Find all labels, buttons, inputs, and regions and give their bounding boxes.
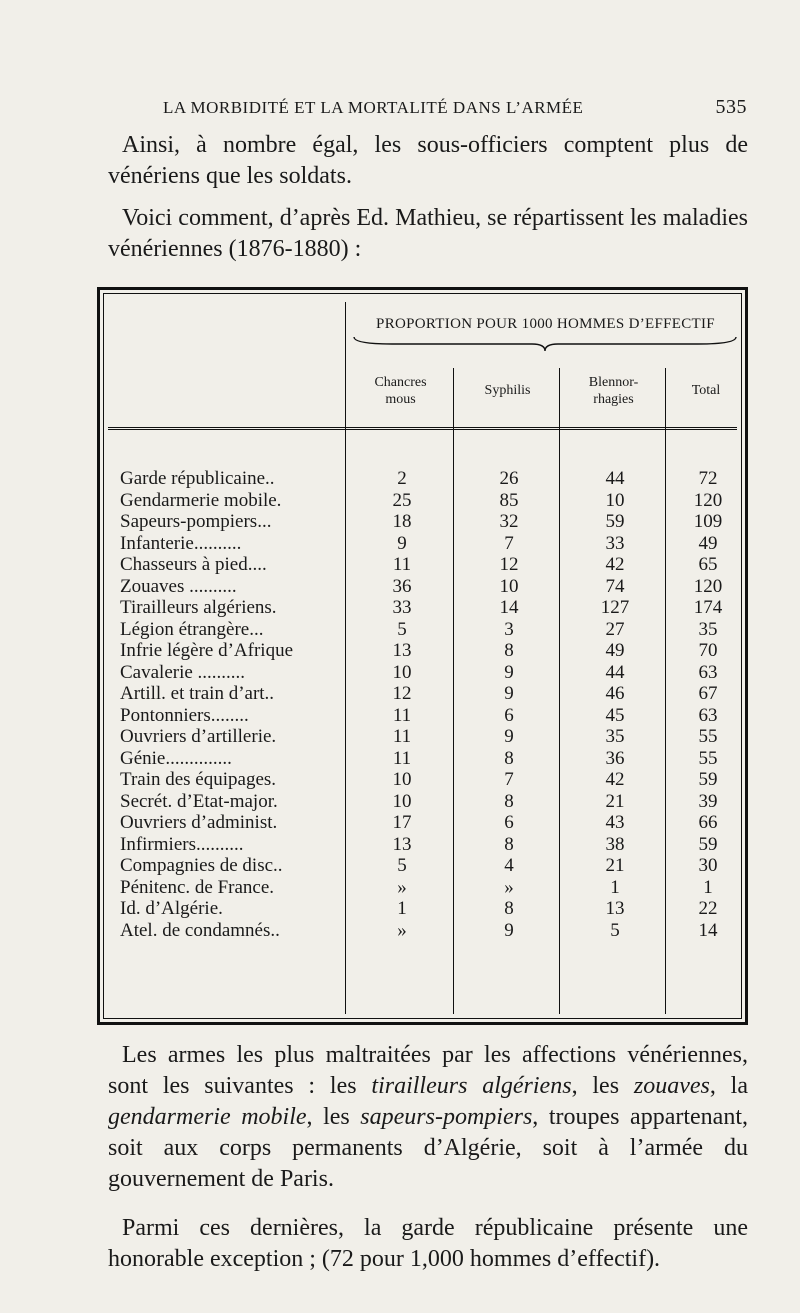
cell-total: 55 xyxy=(698,747,718,769)
cell-syphilis: 12 xyxy=(499,554,519,575)
paragraph-4: Parmi ces dernières, la garde républicaine présente une honorable exception ; (72 pour 1,000 hommes d’effectif). xyxy=(108,1215,748,1272)
row-label: Infirmiers.......... xyxy=(120,833,244,855)
cell-total: 59 xyxy=(698,833,718,855)
cell-total: 49 xyxy=(698,532,718,554)
table-row xyxy=(100,490,751,512)
running-header xyxy=(163,96,747,119)
cell-syphilis: 8 xyxy=(504,790,514,812)
paragraph-3-text: , la xyxy=(709,1073,748,1099)
cell-chancres: 36 xyxy=(392,575,412,597)
row-label: Gendarmerie mobile. xyxy=(120,489,282,511)
cell-total: 109 xyxy=(693,511,723,532)
cell-chancres: 33 xyxy=(392,597,412,618)
cell-syphilis: 9 xyxy=(504,726,514,747)
table-row xyxy=(100,855,751,877)
table-row xyxy=(100,877,751,899)
cell-blennorrhagies: 127 xyxy=(600,597,630,618)
cell-syphilis: 8 xyxy=(504,747,514,769)
table-row xyxy=(100,683,751,705)
cell-blennorrhagies: 21 xyxy=(605,855,625,876)
cell-blennorrhagies: 44 xyxy=(605,468,625,489)
paragraph-3-text: , les xyxy=(306,1104,361,1130)
cell-chancres: 25 xyxy=(392,489,412,511)
cell-blennorrhagies: 42 xyxy=(605,769,625,790)
column-header-blennorrhagies xyxy=(562,374,665,408)
row-label: Légion étrangère... xyxy=(120,618,264,640)
table-row xyxy=(100,576,751,598)
row-label: Id. d’Algérie. xyxy=(120,898,223,919)
cell-blennorrhagies: 74 xyxy=(605,575,625,597)
cell-total: 72 xyxy=(698,468,718,489)
cell-syphilis: 26 xyxy=(499,468,519,489)
emphasis-zouaves: zouaves xyxy=(633,1073,710,1099)
row-label: Tirailleurs algériens. xyxy=(120,597,277,618)
column-header-text: rhagies xyxy=(593,392,634,407)
cell-chancres: 9 xyxy=(397,532,407,554)
cell-syphilis: 14 xyxy=(499,597,519,618)
cell-blennorrhagies: 27 xyxy=(605,618,625,640)
table-row xyxy=(100,791,751,813)
cell-chancres: 10 xyxy=(392,661,412,683)
cell-total: 70 xyxy=(698,640,718,661)
cell-syphilis: 9 xyxy=(504,919,514,941)
paragraph-3-text: , troupes appartenant, soit aux corps permanents d’Algérie, soit à l’armée du gouvernement de Paris. xyxy=(108,1104,748,1192)
column-header-chancres xyxy=(348,374,453,408)
cell-syphilis: 9 xyxy=(504,661,514,683)
cell-chancres: 1 xyxy=(397,898,407,919)
cell-chancres: 18 xyxy=(392,511,412,532)
paragraph-1: Ainsi, à nombre égal, les sous-officiers comptent plus de vénériens que les soldats. xyxy=(108,132,748,189)
table-row xyxy=(100,533,751,555)
table-group-title: PROPORTION POUR 1000 HOMMES D’EFFECTIF xyxy=(376,316,715,332)
cell-syphilis: 7 xyxy=(504,532,514,554)
cell-syphilis: 9 xyxy=(504,683,514,704)
cell-total: 30 xyxy=(698,855,718,876)
table-row xyxy=(100,769,751,791)
row-label: Zouaves .......... xyxy=(120,575,237,597)
header-rule xyxy=(108,427,737,430)
cell-syphilis: 3 xyxy=(504,618,514,640)
cell-blennorrhagies: 36 xyxy=(605,747,625,769)
table-row xyxy=(100,705,751,727)
cell-total: 59 xyxy=(698,769,718,790)
cell-total: 120 xyxy=(693,575,723,597)
cell-chancres: 12 xyxy=(392,683,412,704)
cell-total: 66 xyxy=(698,812,718,833)
row-label: Artill. et train d’art.. xyxy=(120,683,275,704)
row-label: Chasseurs à pied.... xyxy=(120,554,267,575)
cell-blennorrhagies: 13 xyxy=(605,898,625,919)
table-row xyxy=(100,468,751,490)
cell-syphilis: 10 xyxy=(499,575,519,597)
table-row xyxy=(100,812,751,834)
table-row xyxy=(100,898,751,920)
table-row xyxy=(100,554,751,576)
cell-chancres: 11 xyxy=(392,726,412,747)
cell-blennorrhagies: 59 xyxy=(605,511,625,532)
table-row xyxy=(100,920,751,942)
cell-blennorrhagies: 43 xyxy=(605,812,625,833)
cell-chancres: » xyxy=(397,919,407,941)
cell-blennorrhagies: 5 xyxy=(610,919,620,941)
paragraph-3 xyxy=(108,1040,748,1195)
paragraph-3-text: Les armes les plus maltraitées par les affections vénériennes, sont les suivantes : les xyxy=(108,1042,748,1099)
cell-blennorrhagies: 38 xyxy=(605,833,625,855)
brace-icon xyxy=(352,335,738,353)
cell-total: 120 xyxy=(693,489,723,511)
cell-blennorrhagies: 42 xyxy=(605,554,625,575)
cell-total: 1 xyxy=(703,876,713,898)
cell-total: 63 xyxy=(698,661,718,683)
paragraph-2: Voici comment, d’après Ed. Mathieu, se répartissent les maladies vénériennes (1876-1880) : xyxy=(108,205,748,262)
column-header-syphilis: Syphilis xyxy=(484,383,531,398)
cell-chancres: » xyxy=(397,876,407,898)
row-label: Garde républicaine.. xyxy=(120,468,275,489)
row-label: Train des équipages. xyxy=(120,769,277,790)
cell-blennorrhagies: 45 xyxy=(605,704,625,726)
running-title: LA MORBIDITÉ ET LA MORTALITÉ DANS L’ARMÉE xyxy=(163,98,584,117)
venereal-disease-table xyxy=(97,287,748,1025)
cell-chancres: 17 xyxy=(392,812,412,833)
row-label: Cavalerie .......... xyxy=(120,661,246,683)
row-label: Pénitenc. de France. xyxy=(120,876,275,898)
table-row xyxy=(100,662,751,684)
cell-syphilis: 6 xyxy=(504,812,514,833)
row-label: Sapeurs-pompiers... xyxy=(120,511,272,532)
cell-total: 55 xyxy=(698,726,718,747)
cell-chancres: 10 xyxy=(392,790,412,812)
cell-total: 174 xyxy=(693,597,723,618)
cell-blennorrhagies: 46 xyxy=(605,683,625,704)
cell-syphilis: 6 xyxy=(504,704,514,726)
table-row xyxy=(100,597,751,619)
row-label: Ouvriers d’artillerie. xyxy=(120,726,277,747)
cell-syphilis: 7 xyxy=(504,769,514,790)
cell-chancres: 11 xyxy=(392,704,412,726)
cell-blennorrhagies: 49 xyxy=(605,640,625,661)
emphasis-gendarmerie: gendarmerie mobile xyxy=(108,1104,307,1130)
cell-chancres: 5 xyxy=(397,855,407,876)
cell-blennorrhagies: 33 xyxy=(605,532,625,554)
cell-total: 63 xyxy=(698,704,718,726)
table-row xyxy=(100,619,751,641)
table-row xyxy=(100,726,751,748)
cell-chancres: 5 xyxy=(397,618,407,640)
cell-total: 65 xyxy=(698,554,718,575)
row-label: Génie.............. xyxy=(120,747,232,769)
cell-blennorrhagies: 10 xyxy=(605,489,625,511)
emphasis-sapeurs: sapeurs-pompiers xyxy=(360,1104,533,1130)
column-header-text: Chancres xyxy=(374,375,427,390)
row-label: Secrét. d’Etat-major. xyxy=(120,790,278,812)
cell-chancres: 13 xyxy=(392,833,412,855)
cell-total: 22 xyxy=(698,898,718,919)
cell-blennorrhagies: 21 xyxy=(605,790,625,812)
cell-chancres: 10 xyxy=(392,769,412,790)
cell-syphilis: » xyxy=(504,876,514,898)
column-header-text: Blennor- xyxy=(588,375,639,390)
cell-syphilis: 8 xyxy=(504,833,514,855)
cell-total: 14 xyxy=(698,919,718,941)
cell-syphilis: 85 xyxy=(499,489,519,511)
table-row xyxy=(100,834,751,856)
table-row xyxy=(100,640,751,662)
cell-chancres: 11 xyxy=(392,747,412,769)
page-number: 535 xyxy=(715,96,747,118)
cell-blennorrhagies: 44 xyxy=(605,661,625,683)
cell-chancres: 13 xyxy=(392,640,412,661)
cell-blennorrhagies: 35 xyxy=(605,726,625,747)
cell-chancres: 11 xyxy=(392,554,412,575)
paragraph-3-text: , les xyxy=(571,1073,634,1099)
emphasis-tirailleurs: tirailleurs algériens xyxy=(371,1073,572,1099)
column-header-total: Total xyxy=(691,383,721,398)
cell-total: 67 xyxy=(698,683,718,704)
cell-total: 35 xyxy=(698,618,718,640)
column-header-text: mous xyxy=(385,392,416,407)
row-label: Atel. de condamnés.. xyxy=(120,919,280,941)
row-label: Pontonniers........ xyxy=(120,704,249,726)
row-label: Ouvriers d’administ. xyxy=(120,812,278,833)
cell-total: 39 xyxy=(698,790,718,812)
row-label: Infanterie.......... xyxy=(120,532,242,554)
cell-chancres: 2 xyxy=(397,468,407,489)
cell-blennorrhagies: 1 xyxy=(610,876,620,898)
table-row xyxy=(100,511,751,533)
row-label: Compagnies de disc.. xyxy=(120,855,283,876)
row-label: Infrie légère d’Afrique xyxy=(120,640,294,661)
cell-syphilis: 32 xyxy=(499,511,519,532)
cell-syphilis: 8 xyxy=(504,640,514,661)
cell-syphilis: 4 xyxy=(504,855,514,876)
table-row xyxy=(100,748,751,770)
cell-syphilis: 8 xyxy=(504,898,514,919)
